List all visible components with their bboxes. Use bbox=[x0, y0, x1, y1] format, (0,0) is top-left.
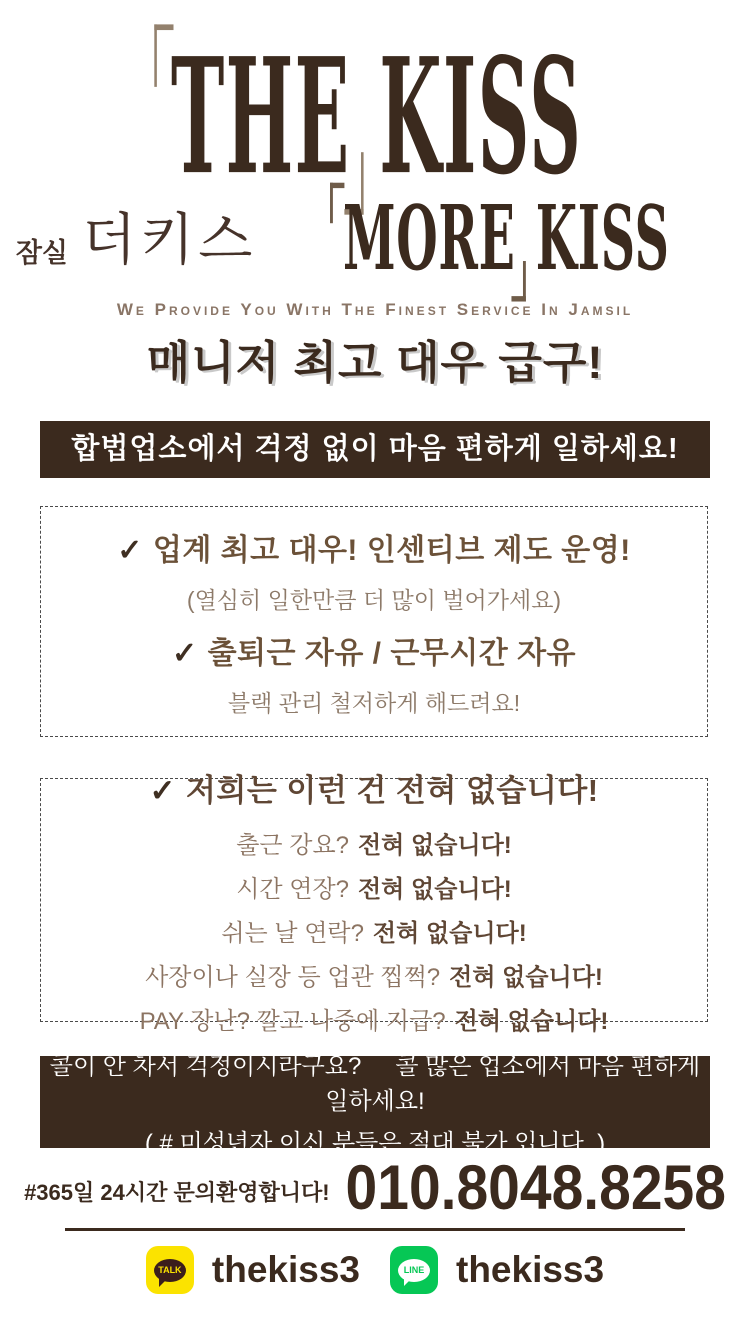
logo-kiss-text: KISS bbox=[378, 24, 582, 211]
check-icon: ✓ bbox=[171, 637, 198, 670]
bracket-open-icon bbox=[330, 183, 344, 224]
policy-question: 사장이나 실장 등 업관 찝쩍? bbox=[145, 963, 441, 991]
kakao-bubble-text: TALK bbox=[158, 1265, 182, 1275]
social-row bbox=[0, 1246, 750, 1294]
policy-item bbox=[221, 913, 526, 948]
policy-item bbox=[140, 1001, 609, 1036]
speech-bubble-icon bbox=[398, 1259, 430, 1282]
logo-more-kiss bbox=[340, 185, 671, 291]
main-headline: 매니저 최고 대우 급구! bbox=[146, 337, 604, 388]
bottom-banner-line1-left: 콜이 안 차서 걱정이시라구요? bbox=[49, 1053, 362, 1080]
top-banner bbox=[40, 421, 710, 478]
line-handle[interactable]: thekiss3 bbox=[456, 1249, 605, 1290]
kakaotalk-icon[interactable] bbox=[146, 1246, 194, 1294]
logo-the-text: THE bbox=[170, 24, 351, 211]
bottom-banner-line1 bbox=[40, 1046, 710, 1116]
policy-box bbox=[40, 772, 708, 1035]
policy-title bbox=[149, 765, 598, 810]
speech-bubble-icon bbox=[154, 1259, 186, 1282]
logo-more-text: MORE bbox=[343, 185, 516, 291]
contact-label: #365일 24시간 문의환영합니다! bbox=[24, 1179, 330, 1205]
logo-kiss2-text: KISS bbox=[536, 185, 671, 291]
check-icon: ✓ bbox=[149, 772, 176, 808]
policy-question: PAY 장난? 깔고 나중에 지급? bbox=[139, 1007, 446, 1035]
check-icon: ✓ bbox=[117, 534, 143, 567]
policy-question: 출근 강요? bbox=[236, 831, 349, 859]
bottom-banner bbox=[40, 1053, 710, 1157]
policy-answer: 전혀 없습니다! bbox=[358, 831, 512, 859]
logo-more-wrap bbox=[340, 185, 518, 291]
policy-answer: 전혀 없습니다! bbox=[449, 963, 603, 991]
benefit-sub-text: (열심히 일한만큼 더 많이 벌어가세요) bbox=[186, 587, 562, 613]
bottom-banner-line1-right: 콜 많은 업소에서 마음 편하게 일하세요! bbox=[325, 1053, 701, 1115]
logo-the-wrap bbox=[168, 24, 353, 211]
policy-question: 쉬는 날 연락? bbox=[221, 919, 364, 947]
tagline: We Provide You With The Finest Service In Jamsil bbox=[116, 300, 634, 319]
korean-brand-label: 더키스 bbox=[82, 208, 257, 271]
benefit-sub-text: 블랙 관리 철저하게 해드려요! bbox=[227, 690, 521, 716]
line-icon[interactable] bbox=[390, 1246, 438, 1294]
policy-title-text: 저희는 이런 건 전혀 없습니다! bbox=[185, 772, 599, 808]
policy-question: 시간 연장? bbox=[236, 875, 349, 903]
phone-number[interactable]: 010.8048.8258 bbox=[345, 1152, 726, 1223]
logo-the-kiss bbox=[168, 24, 582, 211]
logo-line1 bbox=[0, 24, 750, 211]
policy-answer: 전혀 없습니다! bbox=[372, 919, 527, 947]
benefits-box bbox=[40, 506, 708, 737]
divider-line bbox=[65, 1228, 685, 1231]
social-item-kakaotalk bbox=[146, 1246, 360, 1294]
kakao-handle[interactable]: thekiss3 bbox=[211, 1249, 360, 1290]
bottom-banner-line2: ( # 미성년자 이신 분들은 절대 불가 입니다. ) bbox=[144, 1130, 606, 1157]
top-banner-text: 합법업소에서 걱정 없이 마음 편하게 일하세요! bbox=[71, 433, 679, 465]
benefit-bold-text: 출퇴근 자유 / 근무시간 자유 bbox=[207, 637, 577, 670]
policy-item bbox=[145, 957, 603, 992]
social-item-line bbox=[390, 1246, 604, 1294]
line-bubble-text: LINE bbox=[403, 1265, 425, 1275]
bracket-open-icon bbox=[154, 24, 173, 86]
policy-item bbox=[236, 825, 512, 860]
logo-line2 bbox=[0, 185, 750, 291]
policy-answer: 전혀 없습니다! bbox=[358, 875, 512, 903]
contact-row bbox=[0, 1152, 750, 1223]
benefit-bold-text: 업계 최고 대우! 인센티브 제도 운영! bbox=[152, 534, 631, 567]
korean-area-label: 잠실 bbox=[15, 238, 69, 268]
benefit-item bbox=[172, 628, 576, 672]
policy-answer: 전혀 없습니다! bbox=[454, 1007, 609, 1035]
policy-item bbox=[236, 869, 512, 904]
bracket-close-icon bbox=[512, 261, 526, 302]
benefit-item bbox=[117, 525, 631, 569]
